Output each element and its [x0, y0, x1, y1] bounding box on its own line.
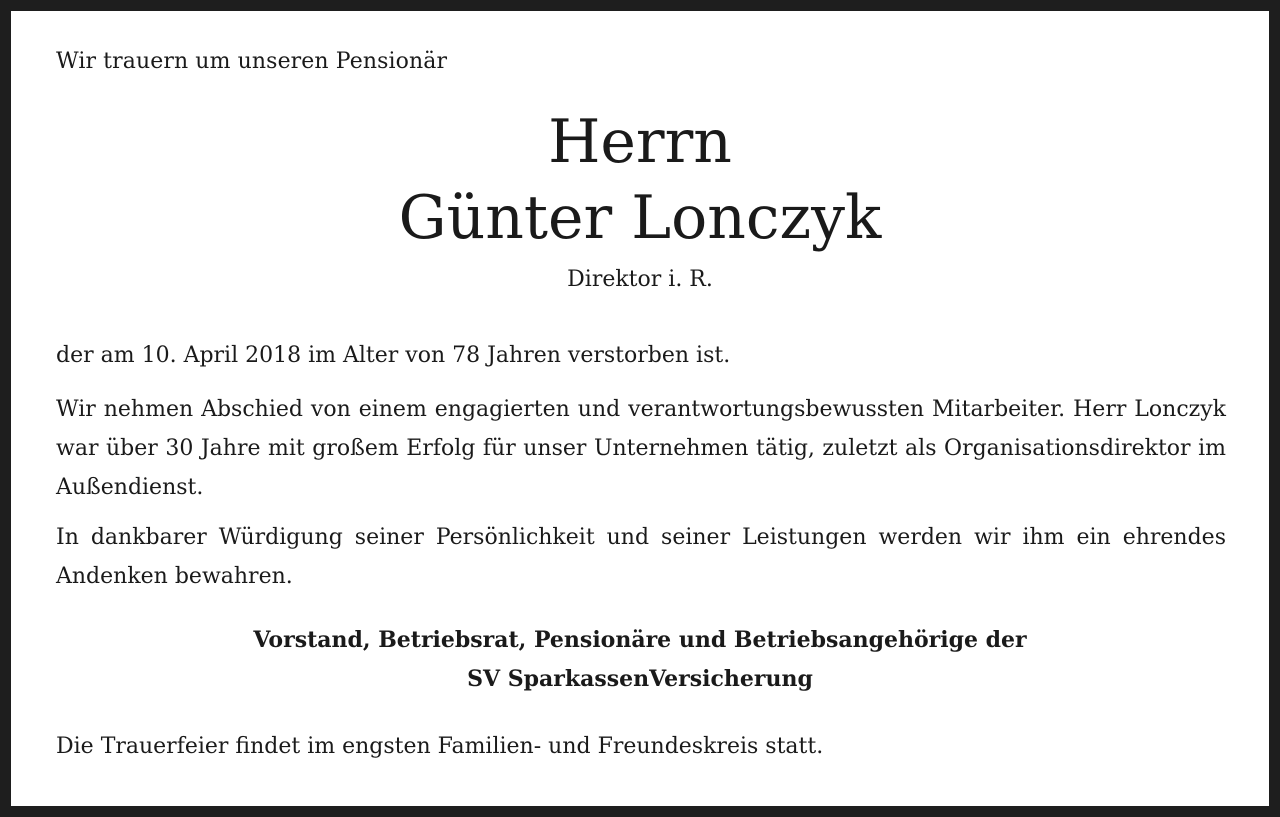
tribute-paragraph: In dankbarer Würdigung seiner Persönlichkeit und seiner Leistungen werden wir ihm ein ehrendes Andenken bewahren.: [56, 525, 1226, 589]
funeral-note: Die Trauerfeier findet im engsten Familien- und Freundeskreis statt.: [56, 734, 824, 759]
farewell-paragraph: Wir nehmen Abschied von einem engagierten und verantwortungsbewussten Mitarbeiter. Herr Lonczyk war über 30 Jahre mit großem Erfolg für unser Unternehmen tätig, zuletzt als Organisationsdirektor im Außendienst.: [56, 397, 1226, 500]
salutation: Herrn: [548, 107, 732, 177]
deceased-name: Günter Lonczyk: [398, 183, 882, 253]
deceased-title: Direktor i. R.: [567, 267, 713, 292]
intro-text: Wir trauern um unseren Pensionär: [56, 49, 448, 74]
company-name: SV SparkassenVersicherung: [467, 666, 813, 692]
obituary-notice: [11, 11, 1269, 806]
death-line: der am 10. April 2018 im Alter von 78 Jahren verstorben ist.: [56, 343, 731, 368]
signatory-line: Vorstand, Betriebsrat, Pensionäre und Betriebsangehörige der: [253, 627, 1027, 653]
